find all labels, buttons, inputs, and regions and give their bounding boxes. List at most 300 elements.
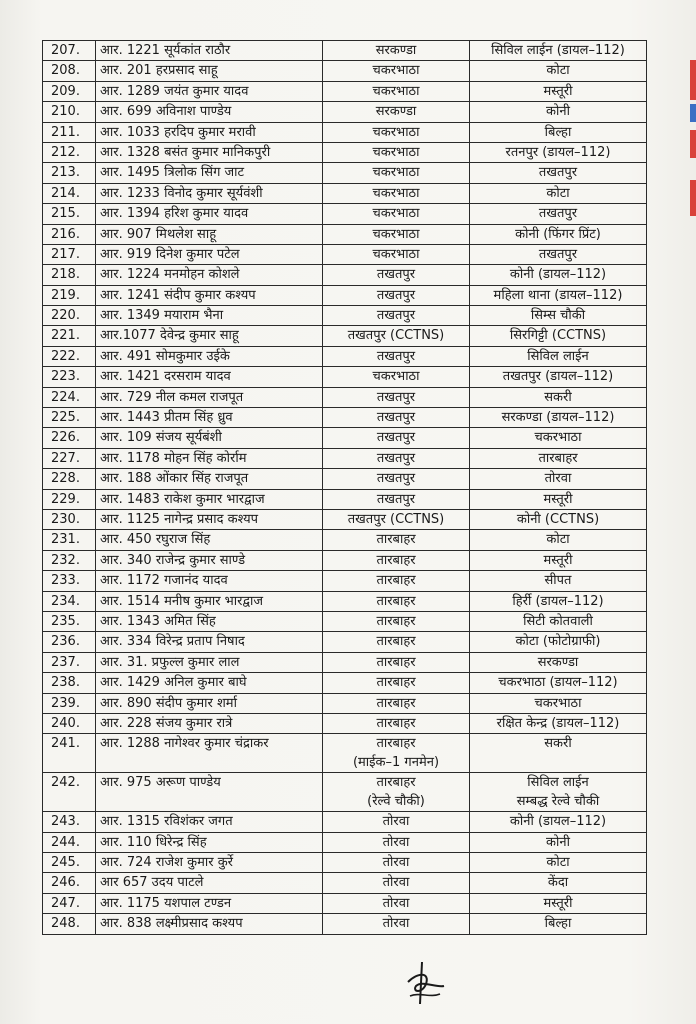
- from-station-cell: [323, 571, 470, 591]
- to-station-cell: [470, 326, 647, 346]
- table-row: [43, 489, 647, 509]
- from-station-text: तारबाहर: [376, 695, 416, 711]
- serial-number-cell: 230.: [43, 509, 96, 529]
- from-station-cell: [323, 408, 470, 428]
- constable-name-cell: आर. 1033 हरदिप कुमार मरावी: [96, 122, 323, 142]
- to-station-text: तखतपुर: [538, 206, 578, 222]
- from-station-cell: [323, 102, 470, 122]
- table-row: [43, 61, 647, 81]
- constable-name-cell: आर. 491 सोमकुमार उईके: [96, 346, 323, 366]
- to-station-text: हिर्री (डायल–112): [512, 593, 604, 609]
- to-station-cell: [470, 265, 647, 285]
- to-station-text: सिविल लाईन (डायल–112): [491, 43, 625, 58]
- table-row: [43, 611, 647, 631]
- from-station-cell: [323, 183, 470, 203]
- from-station-text: चकरभाठा: [372, 185, 420, 201]
- table-row: [43, 367, 647, 387]
- from-station-text: तखतपुर (CCTNS): [347, 328, 445, 344]
- to-station-cell: [470, 489, 647, 509]
- to-station-text: कोटा: [546, 185, 570, 201]
- table-row: [43, 693, 647, 713]
- serial-number-cell: 209.: [43, 81, 96, 101]
- serial-number-cell: 214.: [43, 183, 96, 203]
- from-station-text: सरकण्डा: [375, 104, 417, 120]
- from-station-text: चकरभाठा: [372, 246, 420, 262]
- from-station-text: तखतपुर: [376, 267, 416, 283]
- from-station-cell: [323, 122, 470, 142]
- from-station-text: चकरभाठा: [372, 206, 420, 222]
- constable-name-cell: आर. 1394 हरिश कुमार यादव: [96, 204, 323, 224]
- to-station-text: सिविल लाईन: [527, 348, 589, 364]
- constable-name-cell: आर. 1421 दरसराम यादव: [96, 367, 323, 387]
- constable-name-cell: आर.1077 देवेन्द्र कुमार साहू: [96, 326, 323, 346]
- serial-number-cell: 219.: [43, 285, 96, 305]
- from-station-text: तारबाहर: [376, 775, 416, 791]
- table-row: [43, 346, 647, 366]
- constable-name-cell: आर. 340 राजेन्द्र कुमार साण्डे: [96, 550, 323, 570]
- to-station-cell: [470, 448, 647, 468]
- to-station-cell: [470, 102, 647, 122]
- serial-number-cell: 225.: [43, 408, 96, 428]
- from-station-text: तोरवा: [382, 916, 410, 932]
- serial-number-cell: 218.: [43, 265, 96, 285]
- to-station-cell: [470, 914, 647, 934]
- table-row: [43, 102, 647, 122]
- constable-name-cell: आर. 1495 त्रिलोक सिंग जाट: [96, 163, 323, 183]
- table-row: [43, 326, 647, 346]
- to-station-cell: [470, 713, 647, 733]
- serial-number-cell: 215.: [43, 204, 96, 224]
- from-station-cell: [323, 591, 470, 611]
- table-row: [43, 734, 647, 773]
- constable-name-cell: आर. 201 हरप्रसाद साहू: [96, 61, 323, 81]
- serial-number-cell: 229.: [43, 489, 96, 509]
- transfer-table-body: [43, 41, 647, 935]
- to-station-text: चकरभाठा: [534, 695, 582, 711]
- from-station-text: तखतपुर: [376, 471, 416, 487]
- to-station-text: सिटी कोतवाली: [523, 613, 593, 629]
- constable-name-cell: आर. 1315 रविशंकर जगत: [96, 812, 323, 832]
- constable-name-cell: आर. 1221 सूर्यकांत राठौर: [96, 41, 323, 61]
- to-station-text: सीपत: [544, 573, 572, 589]
- to-station-text: सिम्स चौकी: [530, 308, 586, 324]
- table-row: [43, 428, 647, 448]
- from-station-text: तारबाहर: [376, 573, 416, 589]
- to-station-text: चकरभाठा: [534, 430, 582, 446]
- from-station-cell: [323, 265, 470, 285]
- from-station-cell: [323, 346, 470, 366]
- from-station-cell: [323, 652, 470, 672]
- to-station-cell: [470, 853, 647, 873]
- to-station-cell: [470, 469, 647, 489]
- from-station-note: (माईक–1 गनमेन): [352, 755, 440, 771]
- from-station-cell: [323, 734, 470, 773]
- constable-name-cell: आर. 975 अरूण पाण्डेय: [96, 773, 323, 812]
- to-station-cell: [470, 832, 647, 852]
- to-station-text: सकरी: [544, 736, 572, 752]
- edge-red-mark: [690, 180, 696, 216]
- constable-name-cell: आर. 890 संदीप कुमार शर्मा: [96, 693, 323, 713]
- to-station-text: कोटा: [546, 855, 570, 871]
- from-station-text: तारबाहर: [376, 736, 416, 752]
- to-station-text: मस्तूरी: [543, 491, 573, 507]
- to-station-text: रक्षित केन्द्र (डायल–112): [496, 715, 620, 731]
- serial-number-cell: 240.: [43, 713, 96, 733]
- from-station-text: तोरवा: [382, 875, 410, 891]
- serial-number-cell: 210.: [43, 102, 96, 122]
- from-station-text: तोरवा: [382, 834, 410, 850]
- to-station-cell: [470, 387, 647, 407]
- from-station-text: तारबाहर: [376, 593, 416, 609]
- constable-name-cell: आर. 1343 अमित सिंह: [96, 611, 323, 631]
- serial-number-cell: 221.: [43, 326, 96, 346]
- to-station-cell: [470, 183, 647, 203]
- from-station-cell: [323, 893, 470, 913]
- table-row: [43, 408, 647, 428]
- from-station-cell: [323, 367, 470, 387]
- constable-name-cell: आर. 1224 मनमोहन कोशले: [96, 265, 323, 285]
- from-station-cell: [323, 832, 470, 852]
- table-row: [43, 448, 647, 468]
- to-station-note: सम्बद्ध रेल्वे चौकी: [516, 794, 600, 810]
- from-station-text: चकरभाठा: [372, 369, 420, 385]
- constable-name-cell: आर. 228 संजय कुमार रात्रे: [96, 713, 323, 733]
- table-row: [43, 632, 647, 652]
- to-station-cell: [470, 142, 647, 162]
- serial-number-cell: 238.: [43, 673, 96, 693]
- constable-name-cell: आर. 31. प्रफुल्ल कुमार लाल: [96, 652, 323, 672]
- from-station-cell: [323, 611, 470, 631]
- table-row: [43, 142, 647, 162]
- to-station-cell: [470, 693, 647, 713]
- serial-number-cell: 211.: [43, 122, 96, 142]
- to-station-cell: [470, 61, 647, 81]
- serial-number-cell: 248.: [43, 914, 96, 934]
- constable-name-cell: आर. 1429 अनिल कुमार बाघे: [96, 673, 323, 693]
- from-station-cell: [323, 448, 470, 468]
- serial-number-cell: 208.: [43, 61, 96, 81]
- serial-number-cell: 217.: [43, 244, 96, 264]
- to-station-text: कोनी (डायल–112): [509, 814, 607, 830]
- from-station-cell: [323, 326, 470, 346]
- to-station-text: सिविल लाईन: [527, 775, 589, 791]
- constable-name-cell: आर. 1178 मोहन सिंह कोर्राम: [96, 448, 323, 468]
- constable-name-cell: आर. 729 नील कमल राजपूत: [96, 387, 323, 407]
- serial-number-cell: 207.: [43, 41, 96, 61]
- handwritten-signature-icon: [400, 958, 450, 1008]
- from-station-text: तखतपुर: [376, 491, 416, 507]
- from-station-text: तखतपुर: [376, 389, 416, 405]
- to-station-cell: [470, 306, 647, 326]
- constable-name-cell: आर. 919 दिनेश कुमार पटेल: [96, 244, 323, 264]
- to-station-text: कोनी (CCTNS): [516, 511, 600, 527]
- table-row: [43, 673, 647, 693]
- edge-red-mark: [690, 130, 696, 158]
- from-station-text: तारबाहर: [376, 634, 416, 650]
- serial-number-cell: 241.: [43, 734, 96, 773]
- to-station-cell: [470, 550, 647, 570]
- table-row: [43, 652, 647, 672]
- serial-number-cell: 239.: [43, 693, 96, 713]
- to-station-text: बिल्हा: [544, 916, 572, 932]
- to-station-cell: [470, 812, 647, 832]
- from-station-cell: [323, 673, 470, 693]
- table-row: [43, 81, 647, 101]
- constable-name-cell: आर. 1241 संदीप कुमार कश्यप: [96, 285, 323, 305]
- to-station-text: मस्तूरी: [543, 552, 573, 568]
- from-station-text: तारबाहर: [376, 654, 416, 670]
- from-station-cell: [323, 550, 470, 570]
- constable-name-cell: आर. 1483 राकेश कुमार भारद्वाज: [96, 489, 323, 509]
- table-row: [43, 853, 647, 873]
- constable-name-cell: आर. 1175 यशपाल टण्डन: [96, 893, 323, 913]
- from-station-text: तारबाहर: [376, 675, 416, 691]
- to-station-text: मस्तूरी: [543, 895, 573, 911]
- to-station-text: महिला थाना (डायल–112): [493, 287, 623, 303]
- constable-name-cell: आर. 450 रघुराज सिंह: [96, 530, 323, 550]
- to-station-cell: [470, 673, 647, 693]
- serial-number-cell: 232.: [43, 550, 96, 570]
- to-station-text: कोटा: [546, 63, 570, 79]
- table-row: [43, 163, 647, 183]
- constable-name-cell: आर. 1349 मयाराम भैना: [96, 306, 323, 326]
- from-station-cell: [323, 489, 470, 509]
- to-station-cell: [470, 591, 647, 611]
- from-station-text: तखतपुर: [376, 287, 416, 303]
- from-station-text: तखतपुर: [376, 450, 416, 466]
- to-station-text: सकरी: [544, 389, 572, 405]
- to-station-text: तखतपुर: [538, 246, 578, 262]
- serial-number-cell: 213.: [43, 163, 96, 183]
- from-station-cell: [323, 428, 470, 448]
- from-station-cell: [323, 61, 470, 81]
- to-station-cell: [470, 530, 647, 550]
- to-station-cell: [470, 204, 647, 224]
- table-row: [43, 122, 647, 142]
- to-station-cell: [470, 244, 647, 264]
- table-row: [43, 530, 647, 550]
- to-station-cell: [470, 163, 647, 183]
- to-station-text: केंदा: [547, 875, 569, 891]
- serial-number-cell: 242.: [43, 773, 96, 812]
- table-row: [43, 469, 647, 489]
- from-station-cell: [323, 142, 470, 162]
- constable-name-cell: आर. 1443 प्रीतम सिंह ध्रुव: [96, 408, 323, 428]
- to-station-text: चकरभाठा (डायल–112): [498, 675, 618, 691]
- from-station-cell: [323, 285, 470, 305]
- serial-number-cell: 212.: [43, 142, 96, 162]
- table-row: [43, 265, 647, 285]
- serial-number-cell: 223.: [43, 367, 96, 387]
- to-station-text: तारबाहर: [538, 450, 578, 466]
- serial-number-cell: 245.: [43, 853, 96, 873]
- serial-number-cell: 226.: [43, 428, 96, 448]
- edge-red-mark: [690, 60, 696, 100]
- constable-name-cell: आर 657 उदय पाटले: [96, 873, 323, 893]
- from-station-text: तोरवा: [382, 855, 410, 871]
- serial-number-cell: 224.: [43, 387, 96, 407]
- table-row: [43, 285, 647, 305]
- from-station-text: चकरभाठा: [372, 226, 420, 242]
- to-station-text: कोटा (फोटोग्राफी): [515, 634, 601, 650]
- from-station-cell: [323, 81, 470, 101]
- to-station-cell: [470, 367, 647, 387]
- table-row: [43, 812, 647, 832]
- from-station-text: तखतपुर: [376, 308, 416, 324]
- table-row: [43, 306, 647, 326]
- to-station-text: मस्तूरी: [543, 83, 573, 99]
- from-station-cell: [323, 387, 470, 407]
- from-station-cell: [323, 693, 470, 713]
- from-station-text: सरकण्डा: [375, 43, 417, 58]
- edge-blue-mark: [690, 104, 696, 122]
- serial-number-cell: 247.: [43, 893, 96, 913]
- from-station-cell: [323, 773, 470, 812]
- from-station-text: तारबाहर: [376, 552, 416, 568]
- to-station-cell: [470, 122, 647, 142]
- from-station-text: तखतपुर: [376, 348, 416, 364]
- to-station-text: तखतपुर: [538, 165, 578, 181]
- from-station-text: तोरवा: [382, 814, 410, 830]
- from-station-cell: [323, 914, 470, 934]
- from-station-cell: [323, 853, 470, 873]
- to-station-text: सरकण्डा (डायल–112): [501, 410, 615, 426]
- page-edge-marks: [686, 40, 696, 280]
- table-row: [43, 509, 647, 529]
- serial-number-cell: 234.: [43, 591, 96, 611]
- table-row: [43, 832, 647, 852]
- to-station-text: रतनपुर (डायल–112): [505, 144, 611, 160]
- constable-name-cell: आर. 838 लक्ष्मीप्रसाद कश्यप: [96, 914, 323, 934]
- constable-name-cell: आर. 188 ओंकार सिंह राजपूत: [96, 469, 323, 489]
- constable-name-cell: आर. 1328 बसंत कुमार मानिकपुरी: [96, 142, 323, 162]
- transfer-table: [42, 40, 647, 935]
- from-station-cell: [323, 469, 470, 489]
- to-station-cell: [470, 285, 647, 305]
- to-station-cell: [470, 41, 647, 61]
- to-station-text: कोनी (फिंगर प्रिंट): [515, 226, 601, 242]
- serial-number-cell: 231.: [43, 530, 96, 550]
- to-station-text: बिल्हा: [544, 124, 572, 140]
- from-station-text: चकरभाठा: [372, 124, 420, 140]
- table-row: [43, 914, 647, 934]
- constable-name-cell: आर. 109 संजय सूर्यबंशी: [96, 428, 323, 448]
- table-row: [43, 873, 647, 893]
- serial-number-cell: 237.: [43, 652, 96, 672]
- from-station-text: तखतपुर: [376, 430, 416, 446]
- constable-name-cell: आर. 110 धिरेन्द्र सिंह: [96, 832, 323, 852]
- constable-name-cell: आर. 907 मिथलेश साहू: [96, 224, 323, 244]
- to-station-text: कोनी (डायल–112): [509, 267, 607, 283]
- table-row: [43, 41, 647, 61]
- table-row: [43, 571, 647, 591]
- to-station-cell: [470, 408, 647, 428]
- constable-name-cell: आर. 1514 मनीष कुमार भारद्वाज: [96, 591, 323, 611]
- to-station-cell: [470, 652, 647, 672]
- constable-name-cell: आर. 699 अविनाश पाण्डेय: [96, 102, 323, 122]
- from-station-cell: [323, 509, 470, 529]
- from-station-cell: [323, 163, 470, 183]
- table-row: [43, 183, 647, 203]
- to-station-text: तोरवा: [544, 471, 572, 487]
- from-station-cell: [323, 244, 470, 264]
- serial-number-cell: 243.: [43, 812, 96, 832]
- to-station-cell: [470, 611, 647, 631]
- from-station-text: तारबाहर: [376, 715, 416, 731]
- to-station-cell: [470, 632, 647, 652]
- table-row: [43, 591, 647, 611]
- from-station-cell: [323, 41, 470, 61]
- table-row: [43, 713, 647, 733]
- table-row: [43, 893, 647, 913]
- from-station-cell: [323, 204, 470, 224]
- serial-number-cell: 235.: [43, 611, 96, 631]
- from-station-text: तखतपुर: [376, 410, 416, 426]
- constable-name-cell: आर. 1288 नागेश्वर कुमार चंद्राकर: [96, 734, 323, 773]
- to-station-cell: [470, 734, 647, 773]
- constable-name-cell: आर. 1233 विनोद कुमार सूर्यवंशी: [96, 183, 323, 203]
- constable-name-cell: आर. 1172 गजानंद यादव: [96, 571, 323, 591]
- from-station-text: तोरवा: [382, 895, 410, 911]
- from-station-cell: [323, 306, 470, 326]
- to-station-cell: [470, 81, 647, 101]
- to-station-cell: [470, 509, 647, 529]
- to-station-text: कोनी: [546, 104, 570, 120]
- serial-number-cell: 244.: [43, 832, 96, 852]
- from-station-text: तखतपुर (CCTNS): [347, 511, 445, 527]
- serial-number-cell: 246.: [43, 873, 96, 893]
- from-station-text: चकरभाठा: [372, 144, 420, 160]
- from-station-text: चकरभाठा: [372, 165, 420, 181]
- from-station-text: तारबाहर: [376, 532, 416, 548]
- to-station-cell: [470, 428, 647, 448]
- from-station-text: चकरभाठा: [372, 83, 420, 99]
- constable-name-cell: आर. 1125 नागेन्द्र प्रसाद कश्यप: [96, 509, 323, 529]
- constable-name-cell: आर. 724 राजेश कुमार कुर्रे: [96, 853, 323, 873]
- serial-number-cell: 216.: [43, 224, 96, 244]
- table-row: [43, 773, 647, 812]
- constable-name-cell: आर. 334 विरेन्द्र प्रताप निषाद: [96, 632, 323, 652]
- to-station-text: सरकण्डा: [537, 654, 579, 670]
- serial-number-cell: 233.: [43, 571, 96, 591]
- from-station-cell: [323, 530, 470, 550]
- to-station-text: कोनी: [546, 834, 570, 850]
- serial-number-cell: 227.: [43, 448, 96, 468]
- table-row: [43, 204, 647, 224]
- from-station-text: चकरभाठा: [372, 63, 420, 79]
- from-station-cell: [323, 713, 470, 733]
- serial-number-cell: 222.: [43, 346, 96, 366]
- from-station-cell: [323, 632, 470, 652]
- to-station-text: तखतपुर (डायल–112): [502, 369, 614, 385]
- serial-number-cell: 236.: [43, 632, 96, 652]
- serial-number-cell: 228.: [43, 469, 96, 489]
- to-station-text: सिरगिट्टी (CCTNS): [509, 328, 607, 344]
- to-station-cell: [470, 773, 647, 812]
- constable-name-cell: आर. 1289 जयंत कुमार यादव: [96, 81, 323, 101]
- table-row: [43, 550, 647, 570]
- from-station-note: (रेल्वे चौकी): [367, 794, 425, 810]
- to-station-cell: [470, 224, 647, 244]
- to-station-cell: [470, 873, 647, 893]
- from-station-cell: [323, 812, 470, 832]
- from-station-cell: [323, 873, 470, 893]
- to-station-cell: [470, 571, 647, 591]
- serial-number-cell: 220.: [43, 306, 96, 326]
- from-station-text: तारबाहर: [376, 613, 416, 629]
- to-station-text: कोटा: [546, 532, 570, 548]
- to-station-cell: [470, 893, 647, 913]
